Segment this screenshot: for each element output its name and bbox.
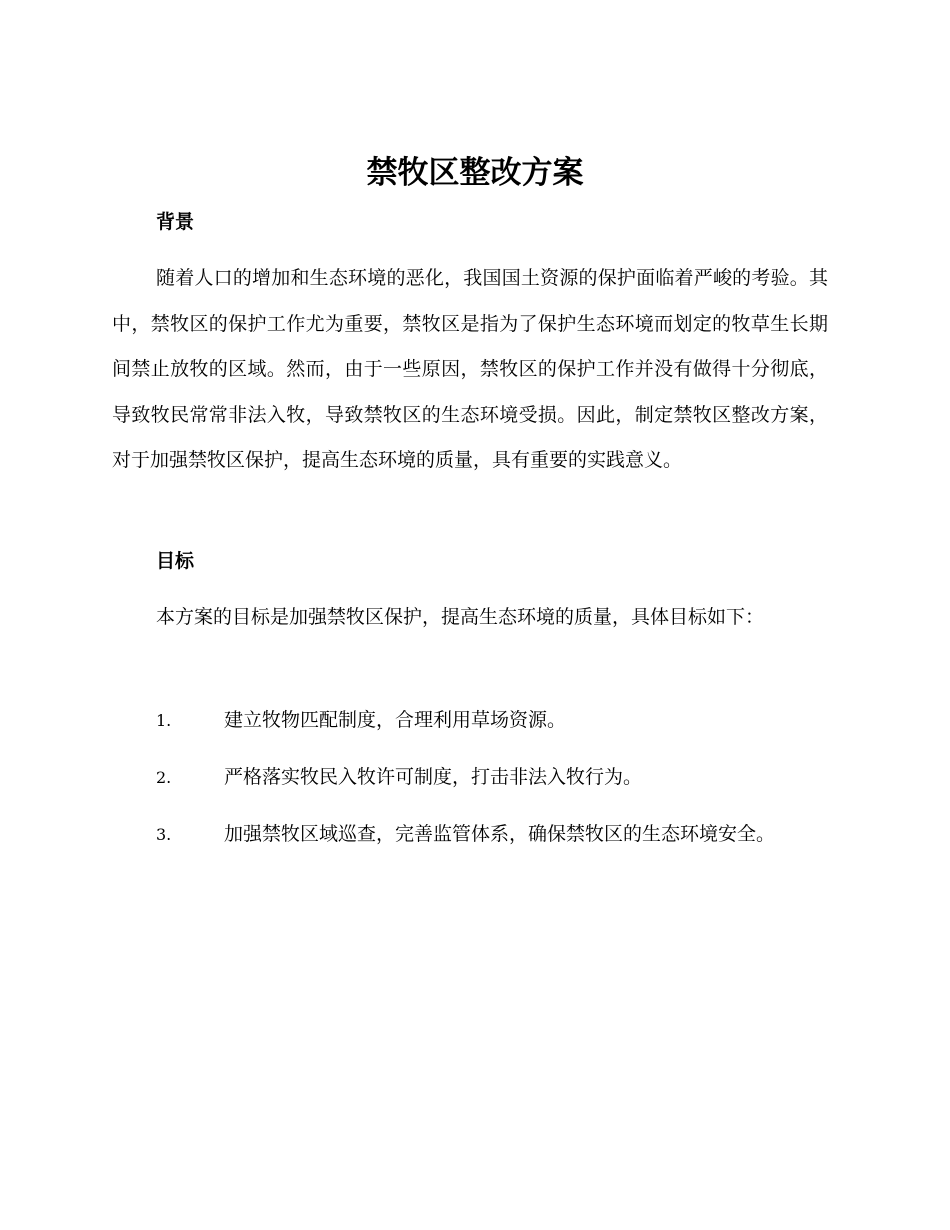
section-heading-goals: 目标 — [156, 550, 195, 572]
list-item-text: 建立牧物匹配制度，合理利用草场资源。 — [224, 709, 567, 731]
goals-intro-paragraph: 本方案的目标是加强禁牧区保护，提高生态环境的质量，具体目标如下： — [156, 606, 765, 628]
goal-list-item — [112, 698, 828, 744]
list-item-text: 加强禁牧区域巡查，完善监管体系，确保禁牧区的生态环境安全。 — [224, 823, 776, 845]
list-item-text: 严格落实牧民入牧许可制度，打击非法入牧行为。 — [224, 766, 643, 788]
goal-list-item — [112, 755, 828, 801]
list-item-number: 2. — [156, 768, 172, 787]
document-title: 禁牧区整改方案 — [366, 155, 584, 191]
background-paragraph: 随着人口的增加和生态环境的恶化，我国国土资源的保护面临着严峻的考验。其中，禁牧区的保护工作尤为重要，禁牧区是指为了保护生态环境而划定的牧草生长期间禁止放牧的区域。然而，由于一些原因，禁牧区的保护工作并没有做得十分彻底，导致牧民常常非法入牧，导致禁牧区的生态环境受损。因此，制定禁牧区整改方案，对于加强禁牧区保护，提高生态环境的质量，具有重要的实践意义。 — [112, 267, 828, 472]
goal-list-item — [112, 812, 828, 858]
section-heading-background: 背景 — [156, 211, 195, 233]
list-item-number: 3. — [156, 825, 172, 844]
list-item-number: 1. — [156, 711, 172, 730]
